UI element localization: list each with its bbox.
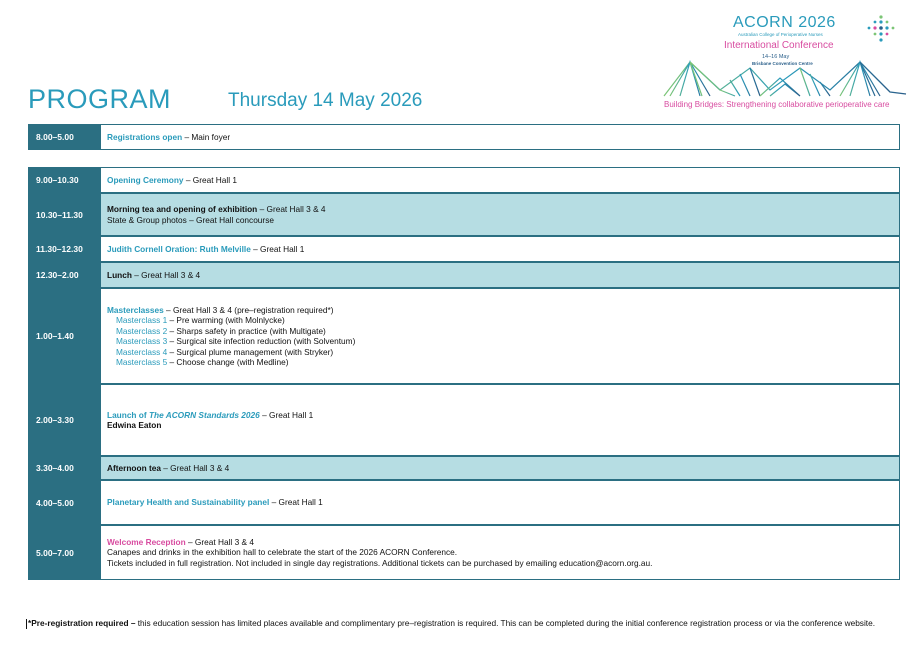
- event-title: Welcome Reception: [107, 536, 186, 547]
- masterclass-item: [107, 336, 893, 347]
- text-cursor: [26, 619, 27, 629]
- logo-dates: 14–16 May: [762, 54, 790, 60]
- schedule-row: [28, 288, 900, 384]
- acorn-logo: [660, 10, 910, 114]
- time-cell: 10.30–11.30: [28, 193, 101, 236]
- schedule-row: [28, 167, 900, 193]
- schedule-row: [28, 124, 900, 150]
- schedule-row: [28, 480, 900, 525]
- event-title: Planetary Health and Sustainability panel: [107, 497, 270, 508]
- time-cell: 8.00–5.00: [28, 124, 101, 150]
- schedule-row: [28, 262, 900, 288]
- masterclass-label: Masterclass 3: [116, 336, 168, 346]
- desc-cell: [101, 525, 900, 580]
- event-location: – Great Hall 3 & 4: [257, 204, 326, 214]
- event-title: Afternoon tea: [107, 462, 161, 473]
- time-cell: 2.00–3.30: [28, 384, 101, 456]
- desc-cell: [101, 124, 900, 150]
- logo-subtitle: Australian College of Perioperative Nurses: [738, 32, 823, 37]
- dots-icon: [866, 14, 896, 44]
- event-title: Masterclasses: [107, 304, 164, 315]
- masterclass-label: Masterclass 2: [116, 325, 168, 336]
- time-cell: 1.00–1.40: [28, 288, 101, 384]
- schedule-row: [28, 525, 900, 580]
- event-detail: Canapes and drinks in the exhibition hall to celebrate the start of the 2026 ACORN Conference.: [107, 547, 458, 558]
- logo-tagline: Building Bridges: Strengthening collaborative perioperative care: [664, 100, 890, 109]
- bridge-icon: [660, 50, 910, 100]
- event-detail: Tickets included in full registration. Not included in single day registrations. Additional tickets can be purchased by emailing education@acorn.org.au.: [107, 557, 653, 568]
- desc-cell: [101, 167, 900, 193]
- schedule-row: [28, 456, 900, 480]
- time-cell: 4.00–5.00: [28, 480, 101, 525]
- event-speaker: Edwina Eaton: [107, 420, 162, 430]
- desc-cell: [101, 384, 900, 456]
- page-title: PROGRAM: [28, 84, 172, 114]
- masterclass-label: Masterclass 5: [116, 357, 168, 367]
- desc-cell: [101, 193, 900, 236]
- schedule-row: [28, 384, 900, 456]
- event-location: – Great Hall 3 & 4: [185, 536, 254, 547]
- masterclass-text: – Sharps safety in practice (with Multigate): [167, 325, 326, 336]
- masterclass-item: [107, 326, 893, 337]
- schedule-row: [28, 193, 900, 236]
- desc-cell: [101, 262, 900, 288]
- event-location: – Great Hall 1: [250, 243, 305, 254]
- event-title: The ACORN Standards 2026: [148, 409, 260, 420]
- desc-cell: [101, 480, 900, 525]
- time-cell: 11.30–12.30: [28, 236, 101, 262]
- time-cell: 12.30–2.00: [28, 262, 101, 288]
- desc-cell: [101, 288, 900, 384]
- event-location: – Great Hall 1: [259, 409, 314, 420]
- masterclass-label: Masterclass 1: [116, 315, 168, 325]
- masterclass-label: Masterclass 4: [116, 346, 168, 357]
- schedule-row: [28, 236, 900, 262]
- masterclass-item: [107, 315, 893, 326]
- masterclass-text: – Pre warming (with Molnlycke): [167, 315, 285, 325]
- masterclass-text: – Surgical site infection reduction (with Solventum): [167, 336, 356, 346]
- event-title: Judith Cornell Oration: Ruth Melville: [107, 243, 251, 254]
- event-location: – Main foyer: [182, 131, 231, 142]
- event-location: – Great Hall 3 & 4: [131, 269, 201, 280]
- event-title-prefix: Launch of: [107, 409, 149, 420]
- event-location: – Great Hall 3 & 4: [160, 462, 230, 473]
- event-title: Registrations open: [107, 131, 183, 142]
- masterclass-text: – Surgical plume management (with Stryker): [167, 346, 334, 357]
- event-title: Lunch: [107, 269, 132, 280]
- time-cell: 5.00–7.00: [28, 525, 101, 580]
- logo-title: ACORN 2026: [733, 14, 836, 31]
- event-title: Morning tea and opening of exhibition: [107, 204, 258, 214]
- footnote-label: *Pre-registration required –: [28, 618, 136, 628]
- event-location: – Great Hall 1: [269, 497, 323, 508]
- desc-cell: [101, 456, 900, 480]
- time-cell: 9.00–10.30: [28, 167, 101, 193]
- logo-conference: International Conference: [724, 40, 834, 51]
- desc-cell: [101, 236, 900, 262]
- masterclass-text: – Choose change (with Medline): [167, 357, 289, 367]
- event-detail: State & Group photos – Great Hall concourse: [107, 214, 274, 225]
- masterclass-item: [107, 357, 893, 368]
- page-date: Thursday 14 May 2026: [228, 90, 423, 111]
- event-location: – Great Hall 1: [183, 174, 238, 185]
- time-cell: 3.30–4.00: [28, 456, 101, 480]
- footnote: [28, 618, 903, 629]
- event-title: Opening Ceremony: [107, 174, 184, 185]
- masterclass-item: [107, 347, 893, 358]
- event-location: – Great Hall 3 & 4 (pre–registration required*): [163, 304, 334, 315]
- footnote-text: this education session has limited places available and complimentary pre–registration is required. This can be completed during the initial conference registration process or via the conference website.: [135, 618, 876, 628]
- logo-venue: Brisbane Convention Centre: [752, 61, 813, 66]
